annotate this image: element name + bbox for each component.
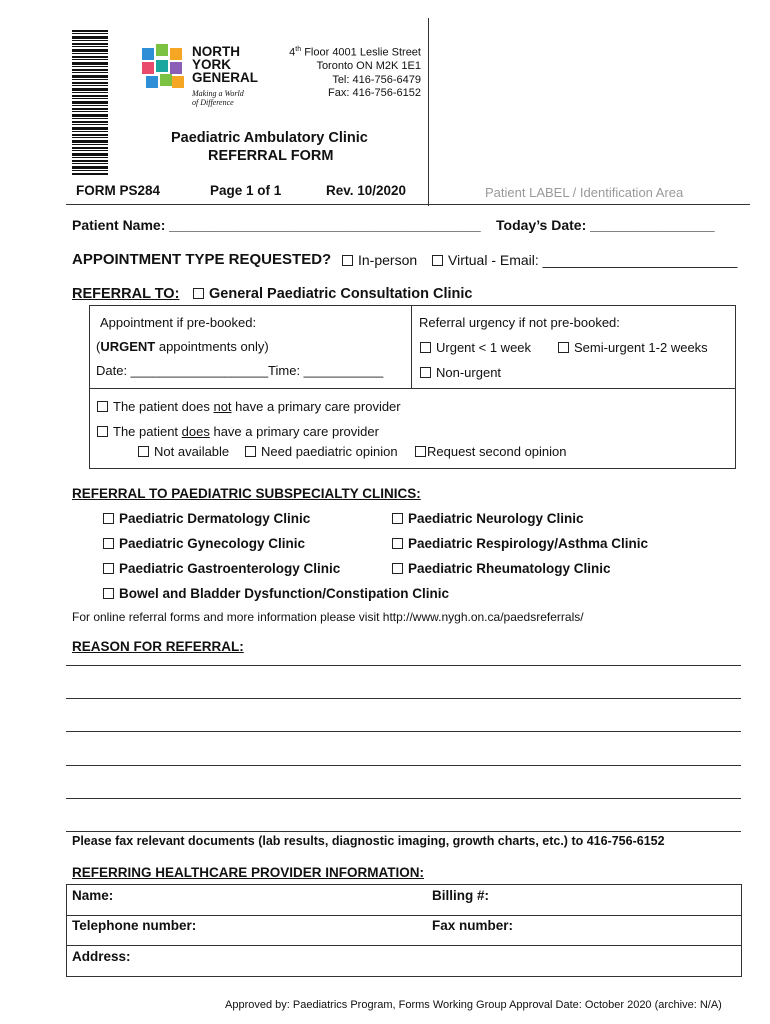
reason-line[interactable] [66,731,741,732]
has-pcp-checkbox[interactable] [97,426,108,437]
logo-wordmark: NORTH YORK GENERAL [192,44,259,85]
logo-square [170,62,182,74]
bowel-bladder-option[interactable]: Bowel and Bladder Dysfunction/Constipation Clinic [103,586,449,601]
provider-name-field[interactable]: Name: [72,888,114,903]
virtual-checkbox[interactable] [432,255,443,266]
gynecology-option[interactable]: Paediatric Gynecology Clinic [103,536,305,551]
nygh-logo-icon [142,44,186,88]
virtual-option[interactable]: Virtual - Email: _________________________ [432,252,737,268]
form-title: REFERRAL FORM [208,148,334,164]
urgent-only-note: (URGENT appointments only) [96,339,269,354]
second-opinion-checkbox[interactable] [415,446,426,457]
respirology-checkbox[interactable] [392,538,403,549]
neurology-option[interactable]: Paediatric Neurology Clinic [392,511,584,526]
todays-date-field[interactable]: Today’s Date: ________________ [496,217,715,233]
header-divider [428,18,429,206]
hospital-address: 4th Floor 4001 Leslie Street Toronto ON M2K 1E1 Tel: 416-756-6479 Fax: 416-756-6152 [289,46,421,100]
subspecialty-heading: REFERRAL TO PAEDIATRIC SUBSPECIALTY CLINICS: [72,486,421,501]
semi-urgent-option[interactable]: Semi-urgent 1-2 weeks [558,340,708,355]
reason-line[interactable] [66,831,741,832]
bowel-bladder-checkbox[interactable] [103,588,114,599]
reason-line[interactable] [66,765,741,766]
reason-line[interactable] [66,798,741,799]
in-person-option[interactable]: In-person [342,252,417,268]
address-field[interactable]: Address: [72,949,131,964]
logo-square [172,76,184,88]
need-opinion-checkbox[interactable] [245,446,256,457]
rheumatology-option[interactable]: Paediatric Rheumatology Clinic [392,561,611,576]
box-horizontal-divider [89,388,735,389]
gastroenterology-option[interactable]: Paediatric Gastroenterology Clinic [103,561,340,576]
non-urgent-option[interactable]: Non-urgent [420,365,501,380]
logo-square [142,62,154,74]
prebooked-label: Appointment if pre-booked: [100,315,257,330]
general-consultation-checkbox[interactable] [193,288,204,299]
revision: Rev. 10/2020 [326,183,407,198]
logo-square [170,48,182,60]
logo-square [146,76,158,88]
logo-tagline: Making a World of Difference [192,89,244,107]
dermatology-checkbox[interactable] [103,513,114,524]
not-available-option[interactable]: Not available [138,444,229,459]
page-number: Page 1 of 1 [210,183,282,198]
in-person-checkbox[interactable] [342,255,353,266]
patient-label-area: Patient LABEL / Identification Area [485,185,684,200]
logo-square [160,74,172,86]
no-pcp-checkbox[interactable] [97,401,108,412]
prebooked-date-time-field[interactable]: Date: ___________________Time: ___________ [96,363,384,378]
rheumatology-checkbox[interactable] [392,563,403,574]
header-rule [66,204,750,205]
clinic-name: Paediatric Ambulatory Clinic [171,130,368,146]
logo-square [156,60,168,72]
reason-line[interactable] [66,665,741,666]
urgency-label: Referral urgency if not pre-booked: [419,315,620,330]
neurology-checkbox[interactable] [392,513,403,524]
gynecology-checkbox[interactable] [103,538,114,549]
need-opinion-option[interactable]: Need paediatric opinion [245,444,398,459]
fax-number-field[interactable]: Fax number: [432,918,514,933]
referral-to-heading: REFERRAL TO: [72,286,180,302]
logo-square [156,44,168,56]
barcode [72,30,108,175]
reason-line[interactable] [66,698,741,699]
provider-row-divider [66,915,741,916]
general-consultation-option[interactable]: General Paediatric Consultation Clinic [193,286,472,302]
provider-row-divider [66,945,741,946]
urgent-option[interactable]: Urgent < 1 week [420,340,531,355]
telephone-field[interactable]: Telephone number: [72,918,197,933]
box-vertical-divider [411,305,412,388]
second-opinion-option[interactable]: Request second opinion [415,444,567,459]
non-urgent-checkbox[interactable] [420,367,431,378]
approval-footer: Approved by: Paediatrics Program, Forms Working Group Approval Date: October 2020 (archive: N/A) [225,999,722,1011]
patient-name-field[interactable]: Patient Name: ________________________________________ [72,217,481,233]
reason-heading: REASON FOR REFERRAL: [72,639,244,654]
provider-heading: REFERRING HEALTHCARE PROVIDER INFORMATION: [72,865,424,880]
has-pcp-option[interactable]: The patient does have a primary care provider [97,424,379,439]
not-available-checkbox[interactable] [138,446,149,457]
no-pcp-option[interactable]: The patient does not have a primary care provider [97,399,401,414]
respirology-option[interactable]: Paediatric Respirology/Asthma Clinic [392,536,648,551]
appointment-type-question: APPOINTMENT TYPE REQUESTED? [72,251,332,268]
gastroenterology-checkbox[interactable] [103,563,114,574]
billing-number-field[interactable]: Billing #: [432,888,489,903]
logo-square [142,48,154,60]
dermatology-option[interactable]: Paediatric Dermatology Clinic [103,511,310,526]
online-forms-note: For online referral forms and more information please visit http://www.nygh.on.ca/paedsreferrals/ [72,610,584,624]
semi-urgent-checkbox[interactable] [558,342,569,353]
fax-documents-note: Please fax relevant documents (lab results, diagnostic imaging, growth charts, etc.) to 416-756-6152 [72,834,665,848]
form-number: FORM PS284 [76,183,161,198]
urgent-checkbox[interactable] [420,342,431,353]
